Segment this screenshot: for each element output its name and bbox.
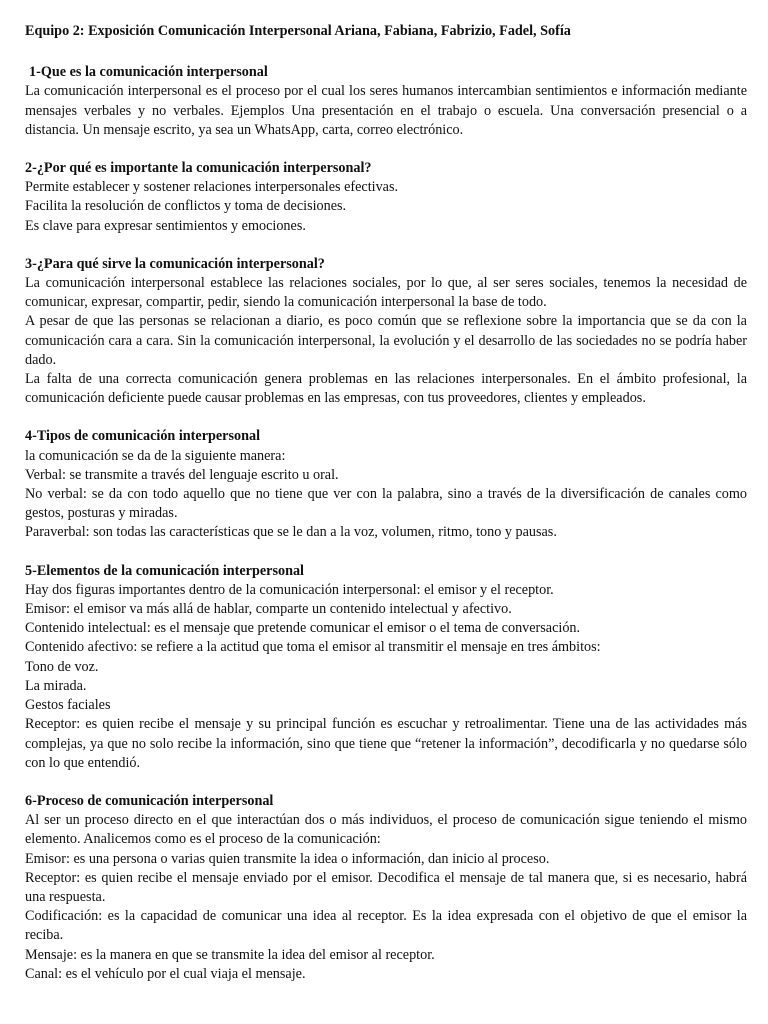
paragraph: Contenido intelectual: es el mensaje que pretende comunicar el emisor o el tema de conversación. <box>25 620 581 637</box>
paragraph: Codificación: es la capacidad de comunicar una idea al receptor. Es la idea expresada con el objetivo de que el emisor la reciba. <box>25 908 747 944</box>
section-heading: 3-¿Para qué sirve la comunicación interpersonal? <box>25 255 325 272</box>
paragraph: Paraverbal: son todas las características que se le dan a la voz, volumen, ritmo, tono y pausas. <box>25 524 557 541</box>
section-elements <box>25 562 747 773</box>
paragraph: Tono de voz. <box>25 658 99 675</box>
section-heading: 1-Que es la comunicación interpersonal <box>29 64 268 81</box>
paragraph: Emisor: es una persona o varias quien transmite la idea o información, dan inicio al proceso. <box>25 850 550 867</box>
paragraph: Contenido afectivo: se refiere a la actitud que toma el emisor al transmitir el mensaje en tres ámbitos: <box>25 639 601 656</box>
section-what-for <box>25 255 747 409</box>
paragraph: La comunicación interpersonal establece las relaciones sociales, por lo que, al ser seres sociales, tenemos la necesidad de comunicar, expresar, compartir, pedir, siendo la comunicación interpersonal la base de todo. <box>25 275 747 311</box>
paragraph: Canal: es el vehículo por el cual viaja el mensaje. <box>25 965 306 982</box>
paragraph: La mirada. <box>25 677 87 694</box>
paragraph: Receptor: es quien recibe el mensaje y su principal función es escuchar y retroalimentar. Tiene una de las actividades más complejas, ya que no solo recibe la información, sino que tiene que “retener la información”, decodificarla y no quedarse sólo con lo que entendió. <box>25 716 747 771</box>
section-process <box>25 792 747 984</box>
document-title: Equipo 2: Exposición Comunicación Interpersonal Ariana, Fabiana, Fabrizio, Fadel, Sofía <box>25 23 571 39</box>
section-what-is <box>25 63 747 140</box>
section-types <box>25 427 747 542</box>
paragraph: Gestos faciales <box>25 697 111 714</box>
paragraph: Verbal: se transmite a través del lenguaje escrito u oral. <box>25 466 339 483</box>
paragraph: La comunicación interpersonal es el proceso por el cual los seres humanos intercambian sentimientos e información mediante mensajes verbales y no verbales. Ejemplos Una presentación en el trabajo o escuela. Una conversación presencial o a distancia. Un mensaje escrito, ya sea un WhatsApp, carta, correo electrónico. <box>25 83 747 138</box>
section-why-important <box>25 159 747 236</box>
paragraph: Receptor: es quien recibe el mensaje enviado por el emisor. Decodifica el mensaje de tal manera que, si es necesario, habrá una respuesta. <box>25 869 747 905</box>
paragraph: la comunicación se da de la siguiente manera: <box>25 447 286 464</box>
paragraph: La falta de una correcta comunicación genera problemas en las relaciones interpersonales. En el ámbito profesional, la comunicación deficiente puede causar problemas en las empresas, con tus proveedores, clientes y empleados. <box>25 371 747 407</box>
paragraph: Hay dos figuras importantes dentro de la comunicación interpersonal: el emisor y el receptor. <box>25 581 554 598</box>
section-heading: 4-Tipos de comunicación interpersonal <box>25 428 261 445</box>
paragraph: Es clave para expresar sentimientos y emociones. <box>25 217 306 234</box>
paragraph: Emisor: el emisor va más allá de hablar, comparte un contenido intelectual y afectivo. <box>25 601 512 618</box>
paragraph: No verbal: se da con todo aquello que no tiene que ver con la palabra, sino a través de la diversificación de canales como gestos, posturas y miradas. <box>25 486 747 522</box>
section-heading: 6-Proceso de comunicación interpersonal <box>25 792 274 809</box>
paragraph: Permite establecer y sostener relaciones interpersonales efectivas. <box>25 179 399 196</box>
paragraph: A pesar de que las personas se relacionan a diario, es poco común que se reflexione sobre la importancia que se da con la comunicación cara a cara. Sin la comunicación interpersonal, la evolución y el desarrollo de las sociedades no se podría haber dado. <box>25 313 747 368</box>
section-heading: 5-Elementos de la comunicación interpersonal <box>25 562 304 579</box>
paragraph: Facilita la resolución de conflictos y toma de decisiones. <box>25 198 347 215</box>
section-heading: 2-¿Por qué es importante la comunicación interpersonal? <box>25 160 372 177</box>
document-page <box>25 22 747 1003</box>
paragraph: Al ser un proceso directo en el que interactúan dos o más individuos, el proceso de comunicación sigue teniendo el mismo elemento. Analicemos como es el proceso de la comunicación: <box>25 812 747 848</box>
paragraph: Mensaje: es la manera en que se transmite la idea del emisor al receptor. <box>25 946 435 963</box>
